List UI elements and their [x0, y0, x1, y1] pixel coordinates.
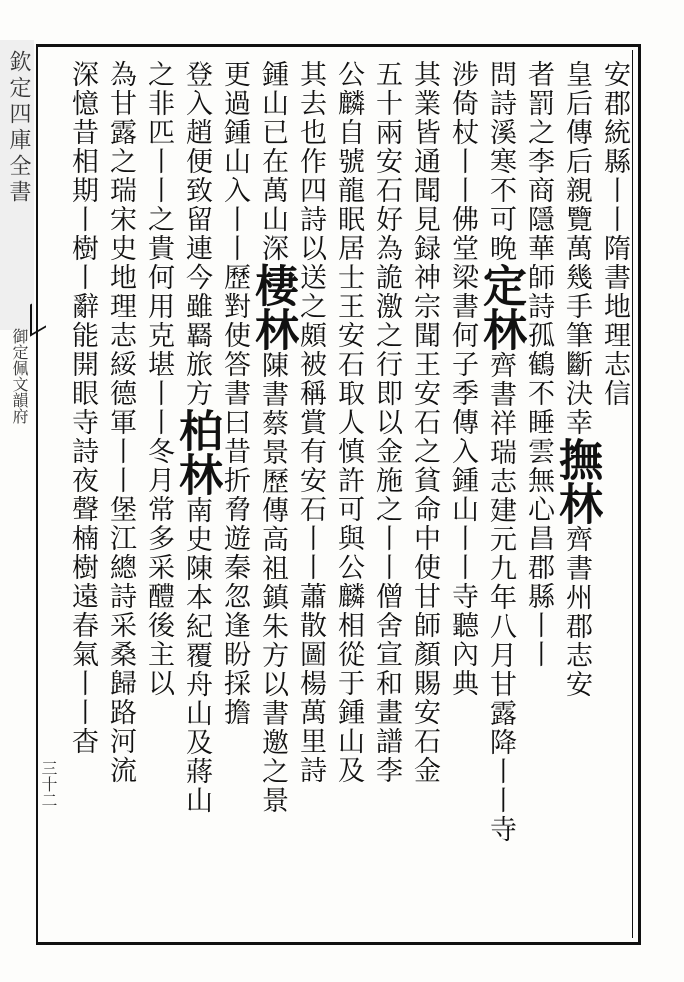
frame-bottom-border: [36, 942, 641, 945]
text-column-6: 其業皆通聞見録神宗聞王安石之貧命中使甘師顏賜安石金: [409, 60, 440, 785]
text-column-14: 為甘露之瑞宋史地理志綏德軍丨丨堡江總詩采桑歸路河流: [105, 60, 136, 785]
headword: 撫林: [551, 437, 602, 525]
frame-right-inner-border: [632, 50, 633, 938]
headword: 棲林: [247, 263, 298, 351]
text-column-2: 皇后傳后親覽萬幾手筆斷決幸撫林齊書州郡志安: [551, 60, 602, 699]
frame-top-border: [36, 44, 641, 47]
headword: 定林: [475, 263, 526, 351]
frame-left-border: [36, 44, 38, 945]
margin-title: 欽定四庫全書: [6, 50, 31, 206]
text-column-8: 公麟自號龍眠居士王安石取人慎許可與公麟相從于鍾山及: [333, 60, 364, 785]
page-number: 三十二: [39, 760, 58, 808]
headword: 柏林: [171, 408, 222, 496]
text-column-11: 更過鍾山入丨丨歷對使答書曰昔折脅遊秦忽逢盼採擔: [219, 60, 250, 727]
text-column-13: 之非匹丨丨之貴何用克堪丨丨冬月常多采醴後主以: [143, 60, 174, 698]
margin-subtitle: 御定佩文韻府: [10, 328, 29, 424]
text-column-15: 深憶昔相期丨樹丨辭能開眼寺詩夜聲楠樹遠春氣丨丨杳: [67, 60, 98, 756]
text-column-3: 者罰之李商隱華師詩孤鶴不睡雲無心昌郡縣丨丨: [523, 60, 554, 669]
frame-right-border: [638, 44, 641, 945]
text-column-4: 問詩溪寒不可晚定林齊書祥瑞志建元九年八月甘露降丨丨寺: [475, 60, 526, 844]
text-column-1: 安郡統縣丨丨隋書地理志信: [599, 60, 630, 408]
text-column-7: 五十兩安石好為詭激之行即以金施之丨丨僧舍宣和畫譜李: [371, 60, 402, 785]
text-column-5: 涉倚杖丨丨佛堂梁書何子季傳入鍾山丨丨寺聽內典: [447, 60, 478, 698]
text-column-9: 其去也作四詩以送之頗被稱賞有安石丨丨蕭散圖楊萬里詩: [295, 60, 326, 785]
text-column-10: 鍾山已在萬山深棲林陳書蔡景歷傳高祖鎮朱方以書邀之景: [247, 60, 298, 815]
text-column-12: 登入趙便致留連今雖羇旅方柏林南史陳本紀覆舟山及蔣山: [171, 60, 222, 815]
